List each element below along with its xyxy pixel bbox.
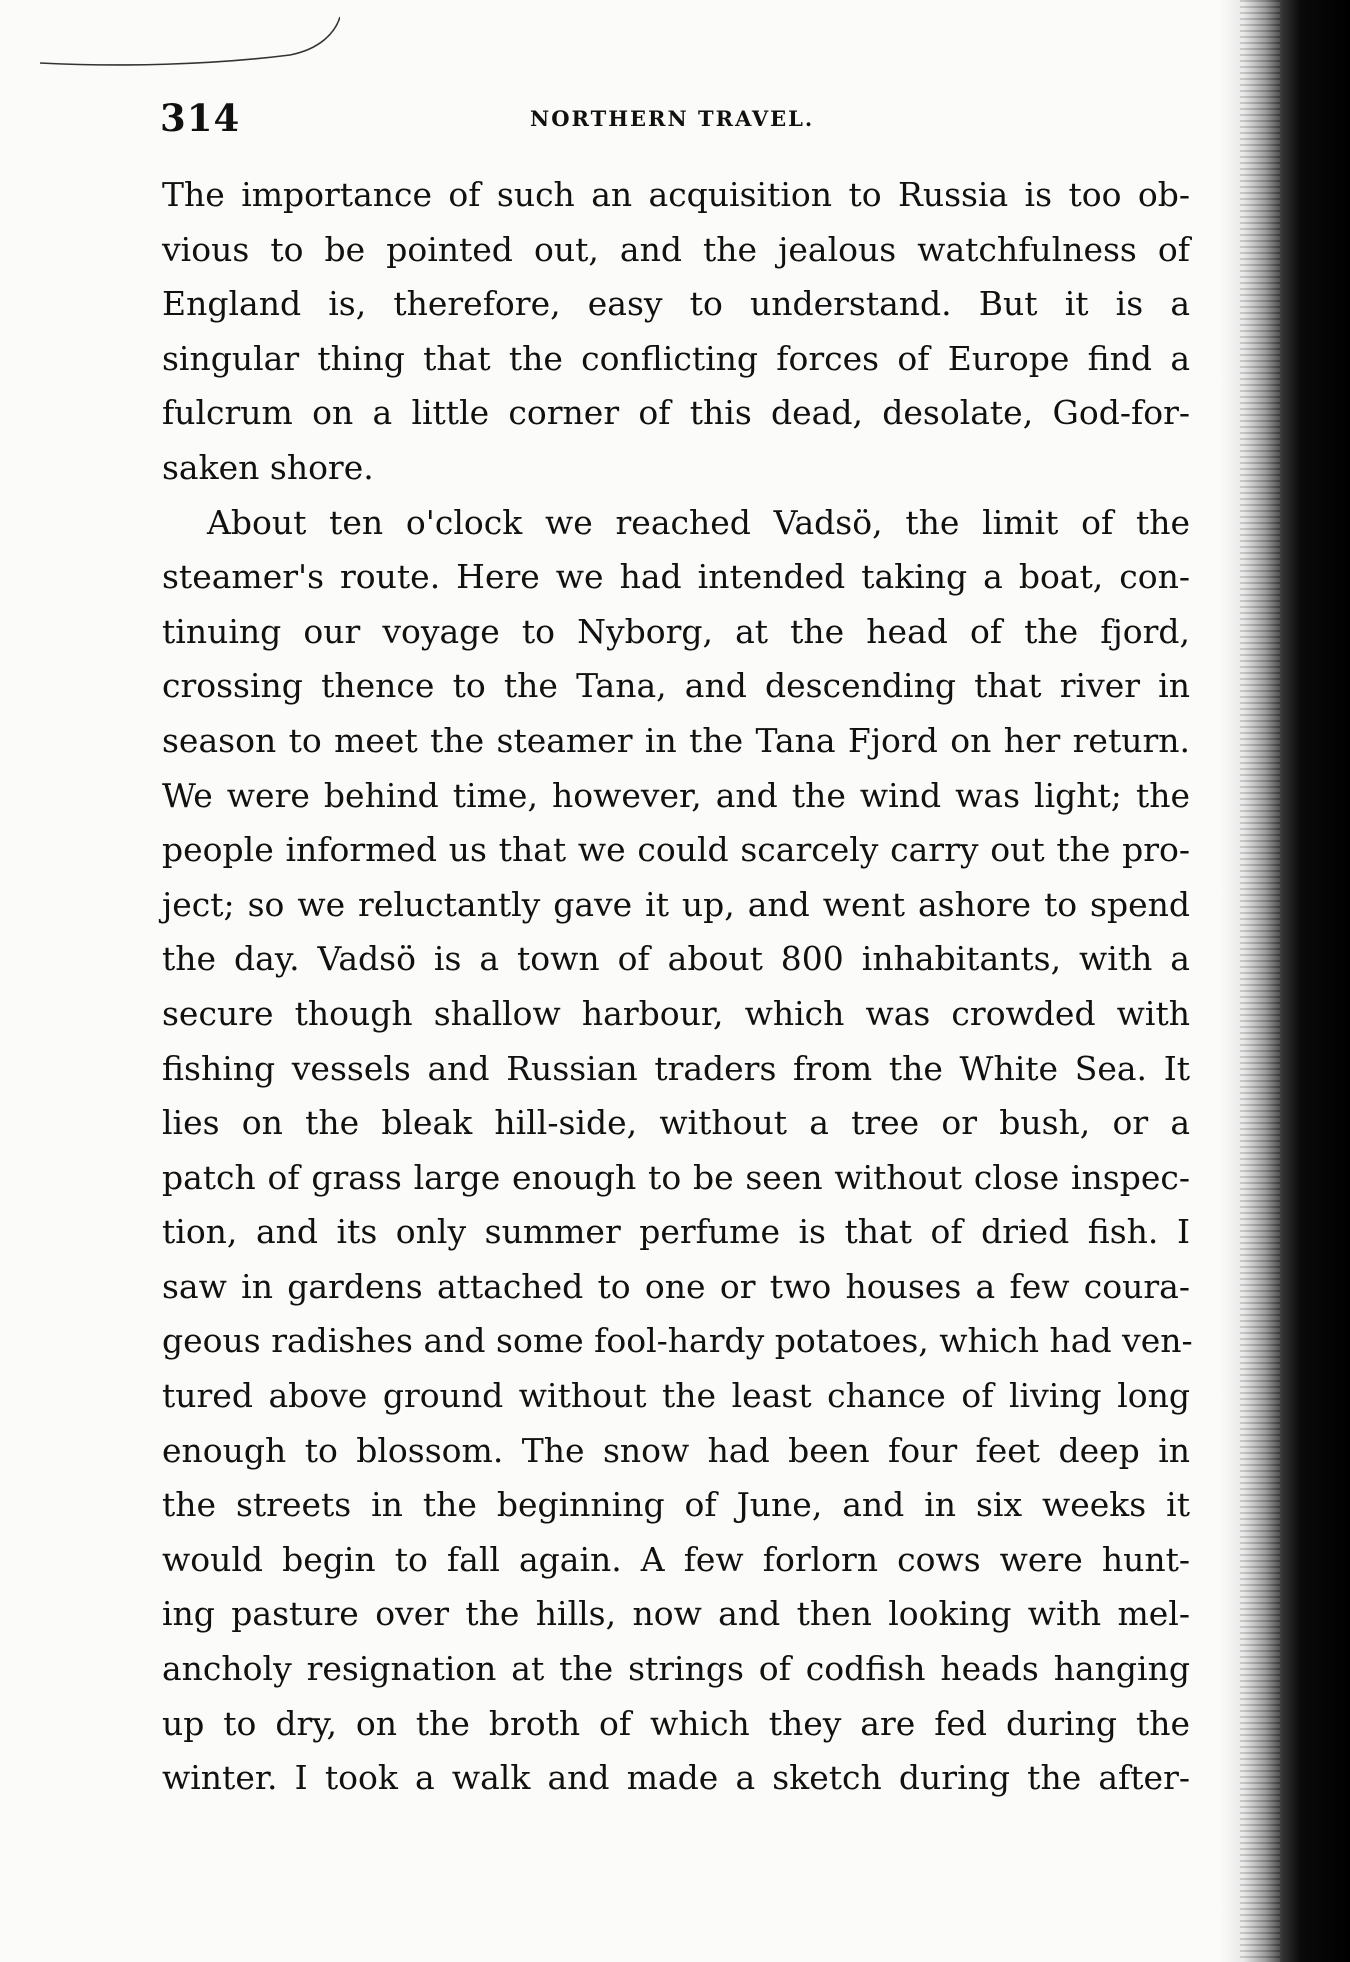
text-line: We were behind time, however, and the wind was light; the <box>162 775 1190 815</box>
text-line: secure though shallow harbour, which was crowded with <box>162 993 1190 1033</box>
running-head <box>160 96 1190 146</box>
text-line: tion, and its only summer perfume is that of dried fish. I <box>162 1212 1190 1252</box>
text-line: tured above ground without the least chance of living long <box>162 1376 1190 1416</box>
text-line: England is, therefore, easy to understand. But it is a <box>162 284 1190 324</box>
text-line: geous radishes and some fool-hardy potatoes, which had ven- <box>162 1321 1193 1361</box>
text-line: ject; so we reluctantly gave it up, and went ashore to spend <box>162 884 1190 924</box>
text-line: About ten o'clock we reached Vadsö, the limit of the <box>207 502 1190 542</box>
text-line: vious to be pointed out, and the jealous watchfulness of <box>162 229 1190 269</box>
text-line: would begin to fall again. A few forlorn cows were hunt- <box>162 1539 1190 1579</box>
text-line: lies on the bleak hill-side, without a tree or bush, or a <box>162 1103 1190 1143</box>
text-line: ancholy resignation at the strings of codfish heads hanging <box>162 1649 1190 1689</box>
text-line: the day. Vadsö is a town of about 800 inhabitants, with a <box>162 939 1190 979</box>
running-title: NORTHERN TRAVEL. <box>530 106 815 131</box>
text-line: saken shore. <box>162 447 374 487</box>
body-text <box>162 168 1193 1806</box>
text-line: ing pasture over the hills, now and then looking with mel- <box>162 1594 1190 1634</box>
text-line: the streets in the beginning of June, and in six weeks it <box>162 1485 1190 1525</box>
text-line: fishing vessels and Russian traders from the White Sea. It <box>162 1048 1190 1088</box>
pencil-mark <box>40 15 340 75</box>
text-line: crossing thence to the Tana, and descending that river in <box>162 666 1190 706</box>
text-line: season to meet the steamer in the Tana Fjord on her return. <box>162 720 1190 760</box>
text-line: saw in gardens attached to one or two houses a few coura- <box>162 1266 1190 1306</box>
text-line: The importance of such an acquisition to Russia is too ob- <box>162 175 1190 214</box>
text-line: tinuing our voyage to Nyborg, at the head of the fjord, <box>162 611 1190 651</box>
text-line: fulcrum on a little corner of this dead, desolate, God-for- <box>162 393 1190 433</box>
binding-scan-noise <box>1240 0 1280 1962</box>
text-line: steamer's route. Here we had intended taking a boat, con- <box>162 557 1190 597</box>
text-line: enough to blossom. The snow had been four feet deep in <box>162 1430 1190 1470</box>
text-line: patch of grass large enough to be seen without close inspec- <box>162 1157 1190 1197</box>
text-line: people informed us that we could scarcely carry out the pro- <box>162 830 1190 870</box>
text-line: singular thing that the conflicting forces of Europe find a <box>162 338 1190 378</box>
text-line: up to dry, on the broth of which they are fed during the <box>162 1703 1190 1743</box>
page-number: 314 <box>160 96 241 140</box>
text-line: winter. I took a walk and made a sketch during the after- <box>162 1758 1190 1798</box>
